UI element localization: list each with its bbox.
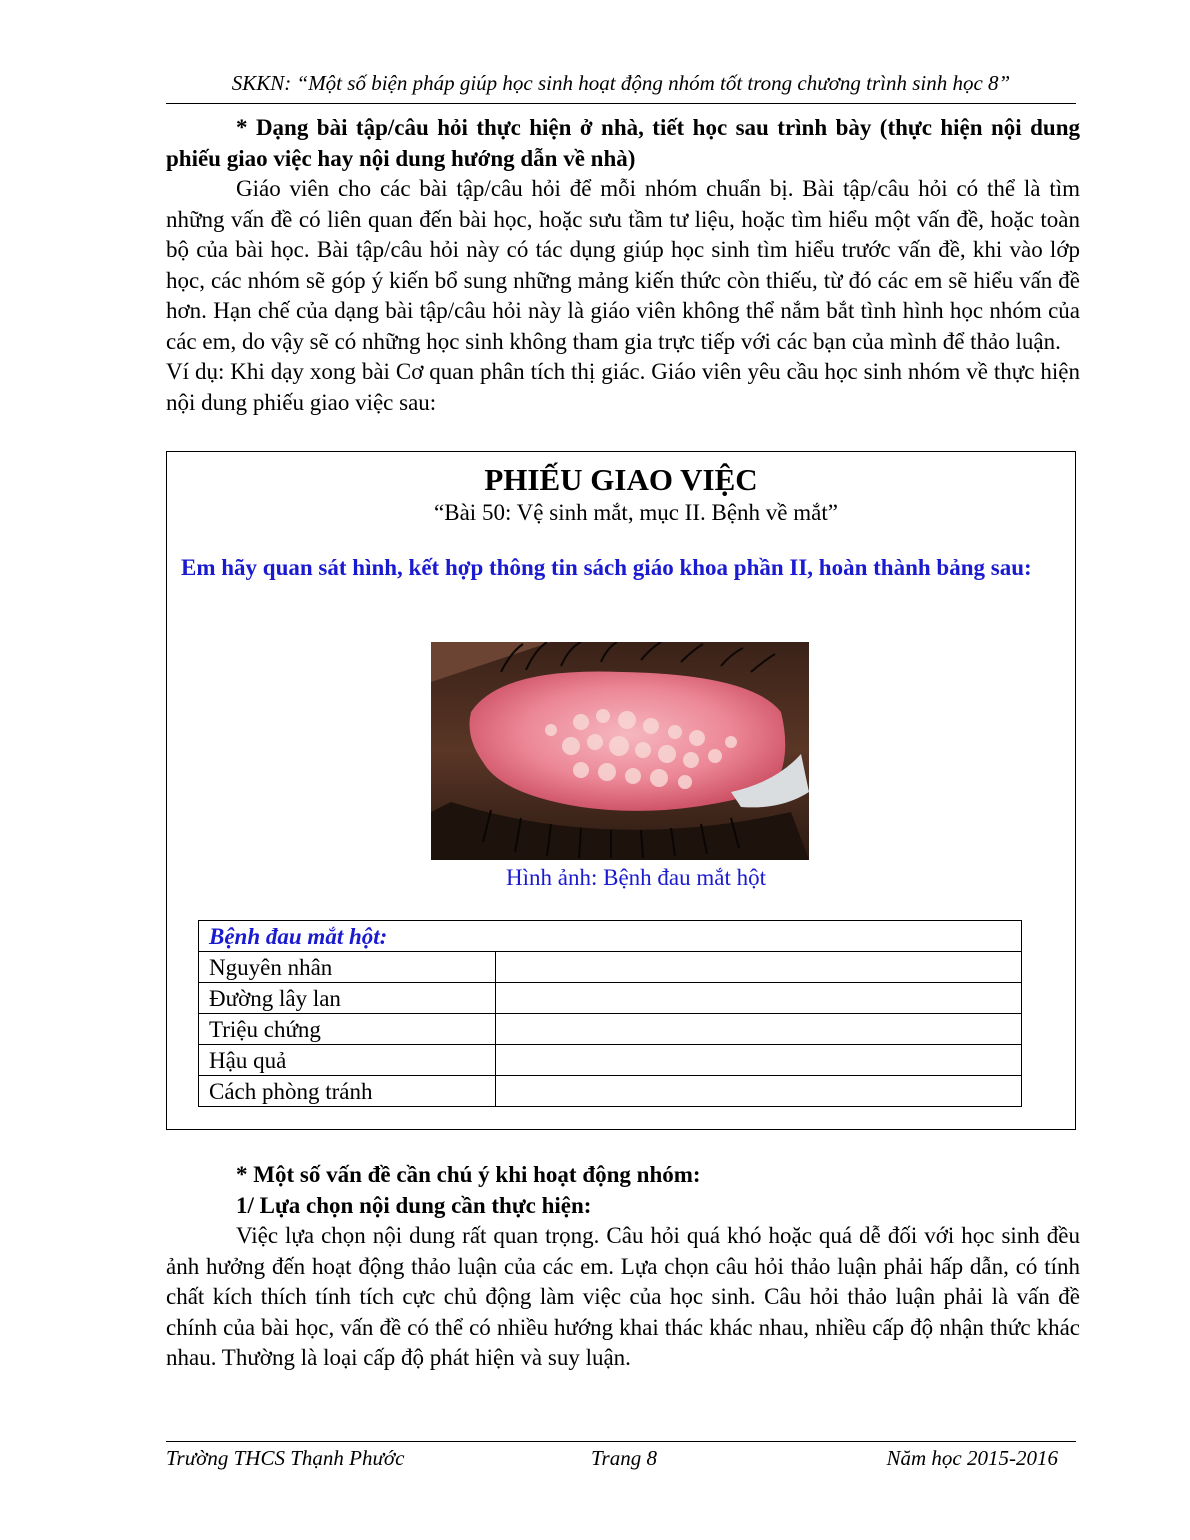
section2-paragraph: Việc lựa chọn nội dung rất quan trọng. Câu hỏi quá khó hoặc quá dễ đối với học sinh đều ảnh hưởng đến hoạt động thảo luận của các em. Lựa chọn câu hỏi thảo luận phải hấp dẫn, có tính chất kích thích tính tích cực chủ động làm việc của học sinh. Câu hỏi thảo luận phải là vấn đề chính của bài học, vấn đề có thể có nhiều hướng khai thác khác nhau, nhiều cấp độ nhận thức khác nhau. Thường là loại cấp độ phát hiện và suy luận.: [166, 1223, 1080, 1370]
section-homework: [166, 113, 1080, 418]
task-sheet-subtitle: “Bài 50: Vệ sinh mắt, mục II. Bệnh về mắt”: [434, 500, 838, 525]
task-sheet-box: [166, 451, 1076, 1130]
footer-school: Trường THCS Thạnh Phước: [166, 1446, 405, 1470]
section2-subheading: 1/ Lựa chọn nội dung cần thực hiện:: [236, 1192, 592, 1218]
page-header: [166, 68, 1076, 104]
table-heading: Bệnh đau mắt hột:: [199, 921, 1022, 952]
footer-page-number: Trang 8: [591, 1446, 657, 1470]
row-label: Hậu quả: [199, 1045, 496, 1076]
row-answer-cell: [496, 1014, 1022, 1045]
section1-paragraph: Giáo viên cho các bài tập/câu hỏi để mỗi nhóm chuẩn bị. Bài tập/câu hỏi có thể là tìm những vấn đề có liên quan đến bài học, hoặc sưu tầm tư liệu, hoặc tìm hiểu một vấn đề, hoặc toàn bộ của bài học. Bài tập/câu hỏi này có tác dụng giúp học sinh tìm hiểu trước vấn đề, khi vào lớp học, các nhóm sẽ góp ý kiến bổ sung những mảng kiến thức còn thiếu, từ đó các em sẽ hiểu vấn đề hơn. Hạn chế của dạng bài tập/câu hỏi này là giáo viên không thể nắm bắt tình hình học nhóm của các em, do vậy sẽ có những học sinh không tham gia trực tiếp với các bạn của mình để thảo luận.: [166, 176, 1080, 354]
trachoma-eye-photo: [431, 642, 809, 860]
section-group-notes: [166, 1160, 1080, 1374]
table-row: [199, 952, 1022, 983]
row-answer-cell: [496, 1076, 1022, 1107]
row-answer-cell: [496, 1045, 1022, 1076]
section2-heading: * Một số vấn đề cần chú ý khi hoạt động nhóm:: [236, 1162, 701, 1187]
row-answer-cell: [496, 952, 1022, 983]
task-sheet-title: PHIẾU GIAO VIỆC: [484, 462, 758, 497]
table-row: [199, 1076, 1022, 1107]
row-answer-cell: [496, 983, 1022, 1014]
header-title: SKKN: “Một số biện pháp giúp học sinh hoạt động nhóm tốt trong chương trình sinh học 8”: [231, 71, 1011, 95]
table-row: [199, 1045, 1022, 1076]
row-label: Nguyên nhân: [199, 952, 496, 983]
row-label: Đường lây lan: [199, 983, 496, 1014]
footer-school-year: Năm học 2015-2016: [886, 1446, 1058, 1470]
task-sheet-instruction: Em hãy quan sát hình, kết hợp thông tin sách giáo khoa phần II, hoàn thành bảng sau:: [181, 555, 1032, 580]
section1-heading: * Dạng bài tập/câu hỏi thực hiện ở nhà, tiết học sau trình bày (thực hiện nội dung phiếu giao việc hay nội dung hướng dẫn về nhà): [166, 115, 1080, 171]
row-label: Cách phòng tránh: [199, 1076, 496, 1107]
section1-example: Ví dụ: Khi dạy xong bài Cơ quan phân tích thị giác. Giáo viên yêu cầu học sinh nhóm về thực hiện nội dung phiếu giao việc sau:: [166, 359, 1080, 415]
disease-table: [198, 920, 1022, 1107]
table-row: [199, 1014, 1022, 1045]
row-label: Triệu chứng: [199, 1014, 496, 1045]
table-heading-row: [199, 921, 1022, 952]
page-footer: [166, 1441, 1076, 1470]
image-caption: Hình ảnh: Bệnh đau mắt hột: [506, 865, 766, 890]
table-row: [199, 983, 1022, 1014]
